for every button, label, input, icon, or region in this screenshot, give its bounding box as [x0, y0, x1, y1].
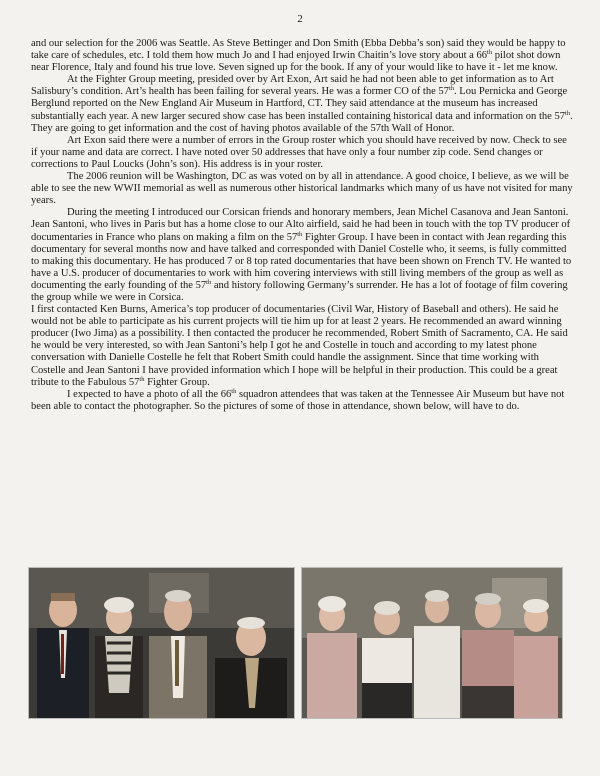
superscript: th	[448, 85, 455, 93]
paragraph-5	[31, 207, 575, 304]
superscript: th	[487, 49, 493, 57]
page-number: 2	[297, 13, 303, 25]
paragraph-2	[31, 74, 575, 134]
paragraph-text: During the meeting I introduced our Corsican friends and honorary members, Jean Michel Casanova and Jean Santoni. Jean Santoni, who lives in Paris but has a home close to our Alto airfield, said he had been in touch with the top TV producer of documentaries in France who plans on making a film on the 57	[31, 207, 571, 243]
reunion-photo-left	[29, 568, 294, 718]
superscript: th	[297, 230, 303, 238]
paragraph-6	[31, 304, 575, 389]
group-photo-illustration	[29, 568, 294, 718]
paragraph-3: Art Exon said there were a number of errors in the Group roster which you should have received by now. Check to see if your name and data are correct. I have noted over 50 addresses that have only a four number zip code. Send changes or corrections to Paul Loucks (John’s son). His address is in your roster.	[31, 134, 567, 170]
letter-body	[31, 38, 575, 413]
paragraph-text: At the Fighter Group meeting, presided over by Art Exon, Art said he had not been able to get information as to Art Salisbury’s condition. Art’s health has been failing for several years. He was a former CO of the 57	[31, 74, 554, 98]
paragraph-4: The 2006 reunion will be Washington, DC as was voted on by all in attendance. A good choice, I believe, as we will be able to see the new WWII memorial as well as numerous other historical landmarks which many of us have not visited for many years.	[31, 171, 573, 207]
superscript: th	[139, 375, 145, 383]
reunion-photo-right	[302, 568, 562, 718]
superscript: th	[231, 387, 237, 395]
paragraph-text: I expected to have a photo of all the 66	[67, 388, 232, 400]
paragraph-text: Fighter Group. I have been in contact with Jean regarding this documentary for several months now and have talked and corresponded with Daniel Costelle who, it seems, is fully committed to making this documentary. He has produced 7 or 8 top rated documentaries that have been shown on French TV. He wanted to have a U.S. producer of documentaries to work with him covering interviews with still living members of the group as well as documenting the early founding of the 57	[31, 231, 572, 291]
group-photo-illustration	[302, 568, 562, 718]
paragraph-text: and our selection for the 2006 was Seattle. As Steve Bettinger and Don Smith (Ebba Debba’s son) said they would be happy to take care of schedules, etc. I told them how much Jo and I had enjoyed Irwin Chaitin’s love story about a 66	[31, 38, 566, 62]
superscript: th	[206, 278, 212, 286]
paragraph-text: I first contacted Ken Burns, America’s top producer of documentaries (Civil War, History of Baseball and others). He said he would not be able to participate as his current projects will tie him up for at least 2 years. He recommended an award winning producer (Iwo Jima) as a possibility. I then contacted the producer he recommended, Robert Smith of Sacramento, CA. He said he would be very interested, so with Jean Santoni’s help I got he and Costelle in touch and according to my latest phone conversation with Danielle Costelle he felt that Robert Smith could handle the assignment. Since that time working with Costelle and Jean Santoni I have provided information which I hope will be helpful in their production. This could be a great tribute to the Fabulous 57	[31, 304, 568, 388]
superscript: th	[565, 109, 571, 117]
paragraph-7	[31, 389, 575, 413]
paragraph-text: . They are going to get information and the cost of having photos available of the 57th Wall of Honor.	[31, 110, 573, 134]
paragraph-text: and history following Germany’s surrender. He has a lot of footage of film covering the group while we were in Corsica.	[31, 279, 568, 303]
paragraph-text: pilot shot down near Florence, Italy and found his true love. Seven signed up for the book. If any of your would like to have it - let me know.	[31, 50, 561, 74]
paragraph-1	[31, 38, 575, 74]
paragraph-text: squadron attendees that was taken at the Tennessee Air Museum but have not been able to contact the photographer. So the pictures of some of those in attendance, shown below, will have to do.	[31, 388, 565, 412]
paragraph-text: . Lou Pernicka and George Berglund reported on the New England Air Museum in Hartford, CT. They said attendance at the museum has increased substantially each year. A new larger secured show case has been installed containing historical data and information on the 57	[31, 86, 568, 122]
paragraph-text: Fighter Group.	[144, 376, 210, 388]
